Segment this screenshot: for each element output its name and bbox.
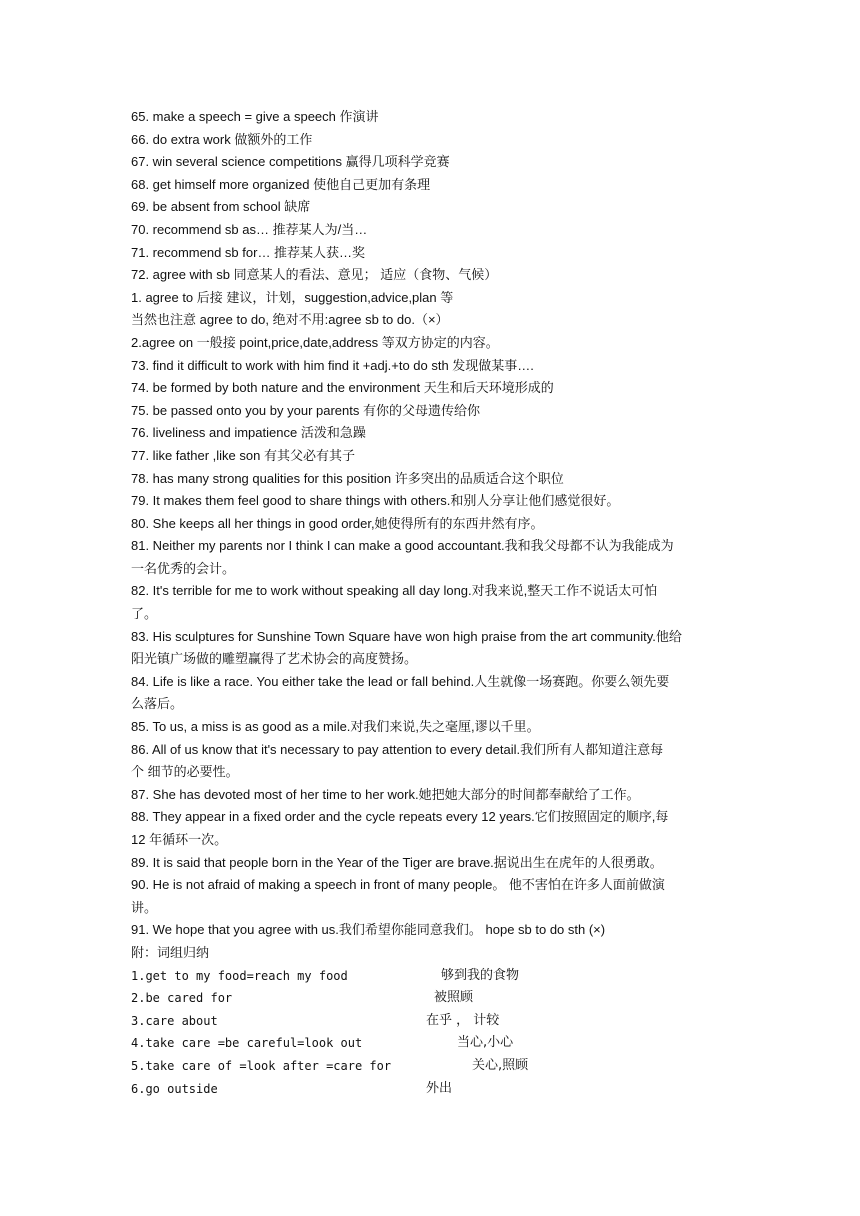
text-line: 82. It's terrible for me to work without speaking all day long.对我来说,整天工作不说话太可怕: [131, 583, 658, 599]
phrase-row: [131, 987, 731, 1010]
text-line: 74. be formed by both nature and the environment 天生和后天环境形成的: [131, 380, 554, 396]
text-line: 84. Life is like a race. You either take the lead or fall behind.人生就像一场赛跑。你要么领先要: [131, 673, 670, 689]
phrase-english: 3.care about: [131, 1013, 218, 1028]
text-line: 一名优秀的会计。: [131, 560, 236, 576]
text-line: 88. They appear in a fixed order and the cycle repeats every 12 years.它们按照固定的顺序,每: [131, 809, 669, 825]
text-line: 阳光镇广场做的雕塑赢得了艺术协会的高度赞扬。: [131, 651, 418, 667]
text-line: 71. recommend sb for… 推荐某人获…奖: [131, 244, 366, 260]
text-line: 87. She has devoted most of her time to her work.她把她大部分的时间都奉献给了工作。: [131, 786, 640, 802]
text-line: 89. It is said that people born in the Year of the Tiger are brave.据说出生在虎年的人很勇敢。: [131, 854, 663, 870]
text-line: 83. His sculptures for Sunshine Town Square have won high praise from the art community.他给: [131, 628, 682, 644]
phrase-english: 5.take care of =look after =care for: [131, 1058, 392, 1073]
phrase-english: 6.go outside: [131, 1081, 218, 1096]
text-line: 当然也注意 agree to do, 绝对不用:agree sb to do.（×）: [131, 312, 449, 328]
phrase-chinese: 外出: [426, 1080, 453, 1096]
phrase-english: 1.get to my food=reach my food: [131, 968, 348, 983]
text-line: 65. make a speech = give a speech 作演讲: [131, 109, 379, 124]
appendix-heading: 附：词组归纳: [131, 944, 210, 960]
text-line: 72. agree with sb 同意某人的看法、意见； 适应（食物、气候）: [131, 267, 498, 283]
text-line: 讲。: [131, 899, 158, 915]
text-line: 90. He is not afraid of making a speech in front of many people。 他不害怕在许多人面前做演: [131, 877, 665, 893]
document-body: [131, 106, 731, 1100]
text-line: 69. be absent from school 缺席: [131, 199, 311, 215]
text-line: 81. Neither my parents nor I think I can make a good accountant.我和我父母都不认为我能成为: [131, 538, 674, 554]
text-line: 77. like father ,like son 有其父必有其子: [131, 447, 355, 463]
text-line: 个 细节的必要性。: [131, 764, 239, 780]
text-line: 70. recommend sb as… 推荐某人为/当…: [131, 221, 368, 237]
text-line: 73. find it difficult to work with him find it +adj.+to do sth 发现做某事….: [131, 357, 534, 373]
phrase-chinese: 够到我的食物: [441, 967, 520, 983]
text-line: 12 年循环一次。: [131, 832, 228, 847]
phrase-row: [131, 1078, 731, 1101]
phrase-chinese: 在乎 ， 计较: [426, 1012, 500, 1028]
phrase-english: 2.be cared for: [131, 991, 233, 1006]
text-line: 80. She keeps all her things in good order,她使得所有的东西井然有序。: [131, 515, 544, 531]
text-line: 76. liveliness and impatience 活泼和急躁: [131, 425, 366, 441]
text-line: 2.agree on 一般接 point,price,date,address 等双方协定的内容。: [131, 334, 499, 350]
text-line: 75. be passed onto you by your parents 有你的父母遗传给你: [131, 402, 480, 418]
text-line: 66. do extra work 做额外的工作: [131, 131, 313, 147]
text-line: 么落后。: [131, 696, 184, 712]
phrase-chinese: 当心,小心: [457, 1035, 514, 1051]
text-line: 1. agree to 后接 建议，计划，suggestion,advice,plan 等: [131, 289, 454, 305]
phrase-english: 4.take care =be careful=look out: [131, 1036, 363, 1051]
text-line: 91. We hope that you agree with us.我们希望你能同意我们。 hope sb to do sth (×): [131, 922, 606, 938]
phrase-row: [131, 1055, 731, 1078]
phrase-chinese: 关心,照顾: [472, 1057, 529, 1073]
text-line: 了。: [131, 606, 158, 622]
phrase-chinese: 被照顾: [434, 990, 474, 1006]
text-line: 78. has many strong qualities for this position 许多突出的品质适合这个职位: [131, 470, 564, 486]
text-line: 79. It makes them feel good to share things with others.和别人分享让他们感觉很好。: [131, 493, 620, 509]
text-line: 86. All of us know that it's necessary to pay attention to every detail.我们所有人都知道注意每: [131, 741, 664, 757]
text-line: 67. win several science competitions 赢得几项科学竞赛: [131, 154, 450, 170]
phrase-row: [131, 1010, 731, 1033]
phrase-row: [131, 1032, 731, 1055]
text-line: 68. get himself more organized 使他自己更加有条理: [131, 176, 431, 192]
text-line: 85. To us, a miss is as good as a mile.对我们来说,失之毫厘,谬以千里。: [131, 719, 540, 735]
phrase-row: [131, 965, 731, 988]
